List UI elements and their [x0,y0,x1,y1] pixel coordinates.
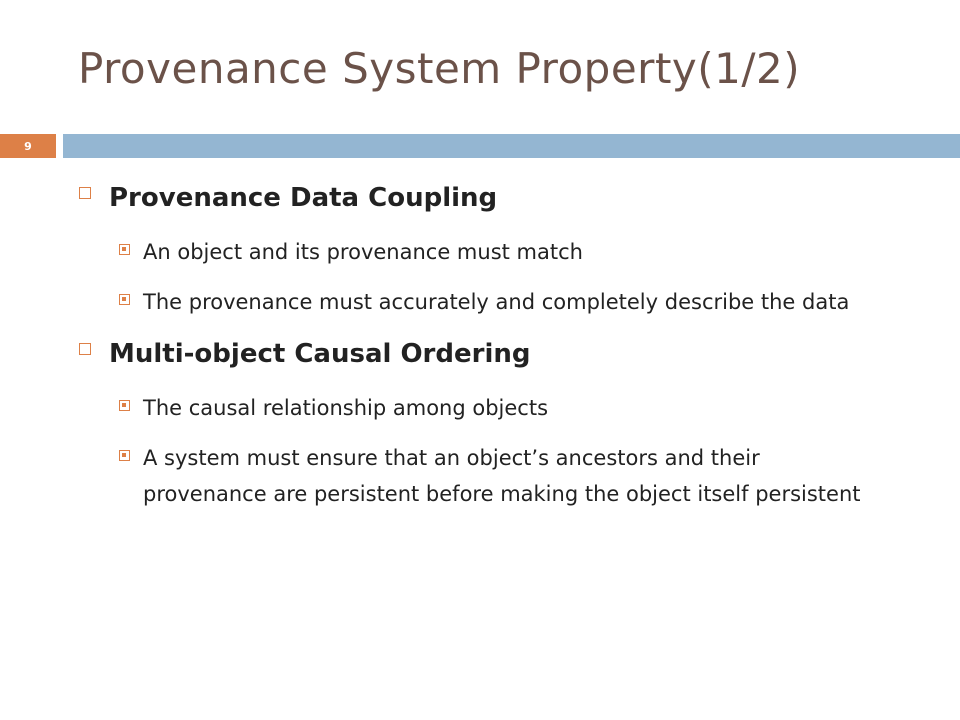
bullet-point [78,284,938,320]
slide-content [78,178,938,526]
section-heading [78,334,938,374]
bullet-text: A system must ensure that an object’s ancestors and their provenance are persistent before making the object itself persistent [143,446,861,506]
square-bullet-icon [79,187,91,199]
bullet-text: The causal relationship among objects [143,396,549,420]
bullet-text: The provenance must accurately and completely describe the data [143,290,850,314]
filled-square-bullet-icon [119,294,130,305]
section-heading-text: Provenance Data Coupling [109,183,498,213]
square-bullet-icon [79,343,91,355]
filled-square-bullet-icon [119,244,130,255]
bullet-text: An object and its provenance must match [143,240,583,264]
slide-title: Provenance System Property(1/2) [78,44,801,93]
title-divider-bar [63,134,960,158]
bullet-point [78,440,938,512]
section-heading [78,178,938,218]
bullet-point [78,390,938,426]
bullet-point [78,234,938,270]
filled-square-bullet-icon [119,450,130,461]
section-heading-text: Multi-object Causal Ordering [109,339,531,369]
filled-square-bullet-icon [119,400,130,411]
slide-number: 9 [0,134,56,158]
